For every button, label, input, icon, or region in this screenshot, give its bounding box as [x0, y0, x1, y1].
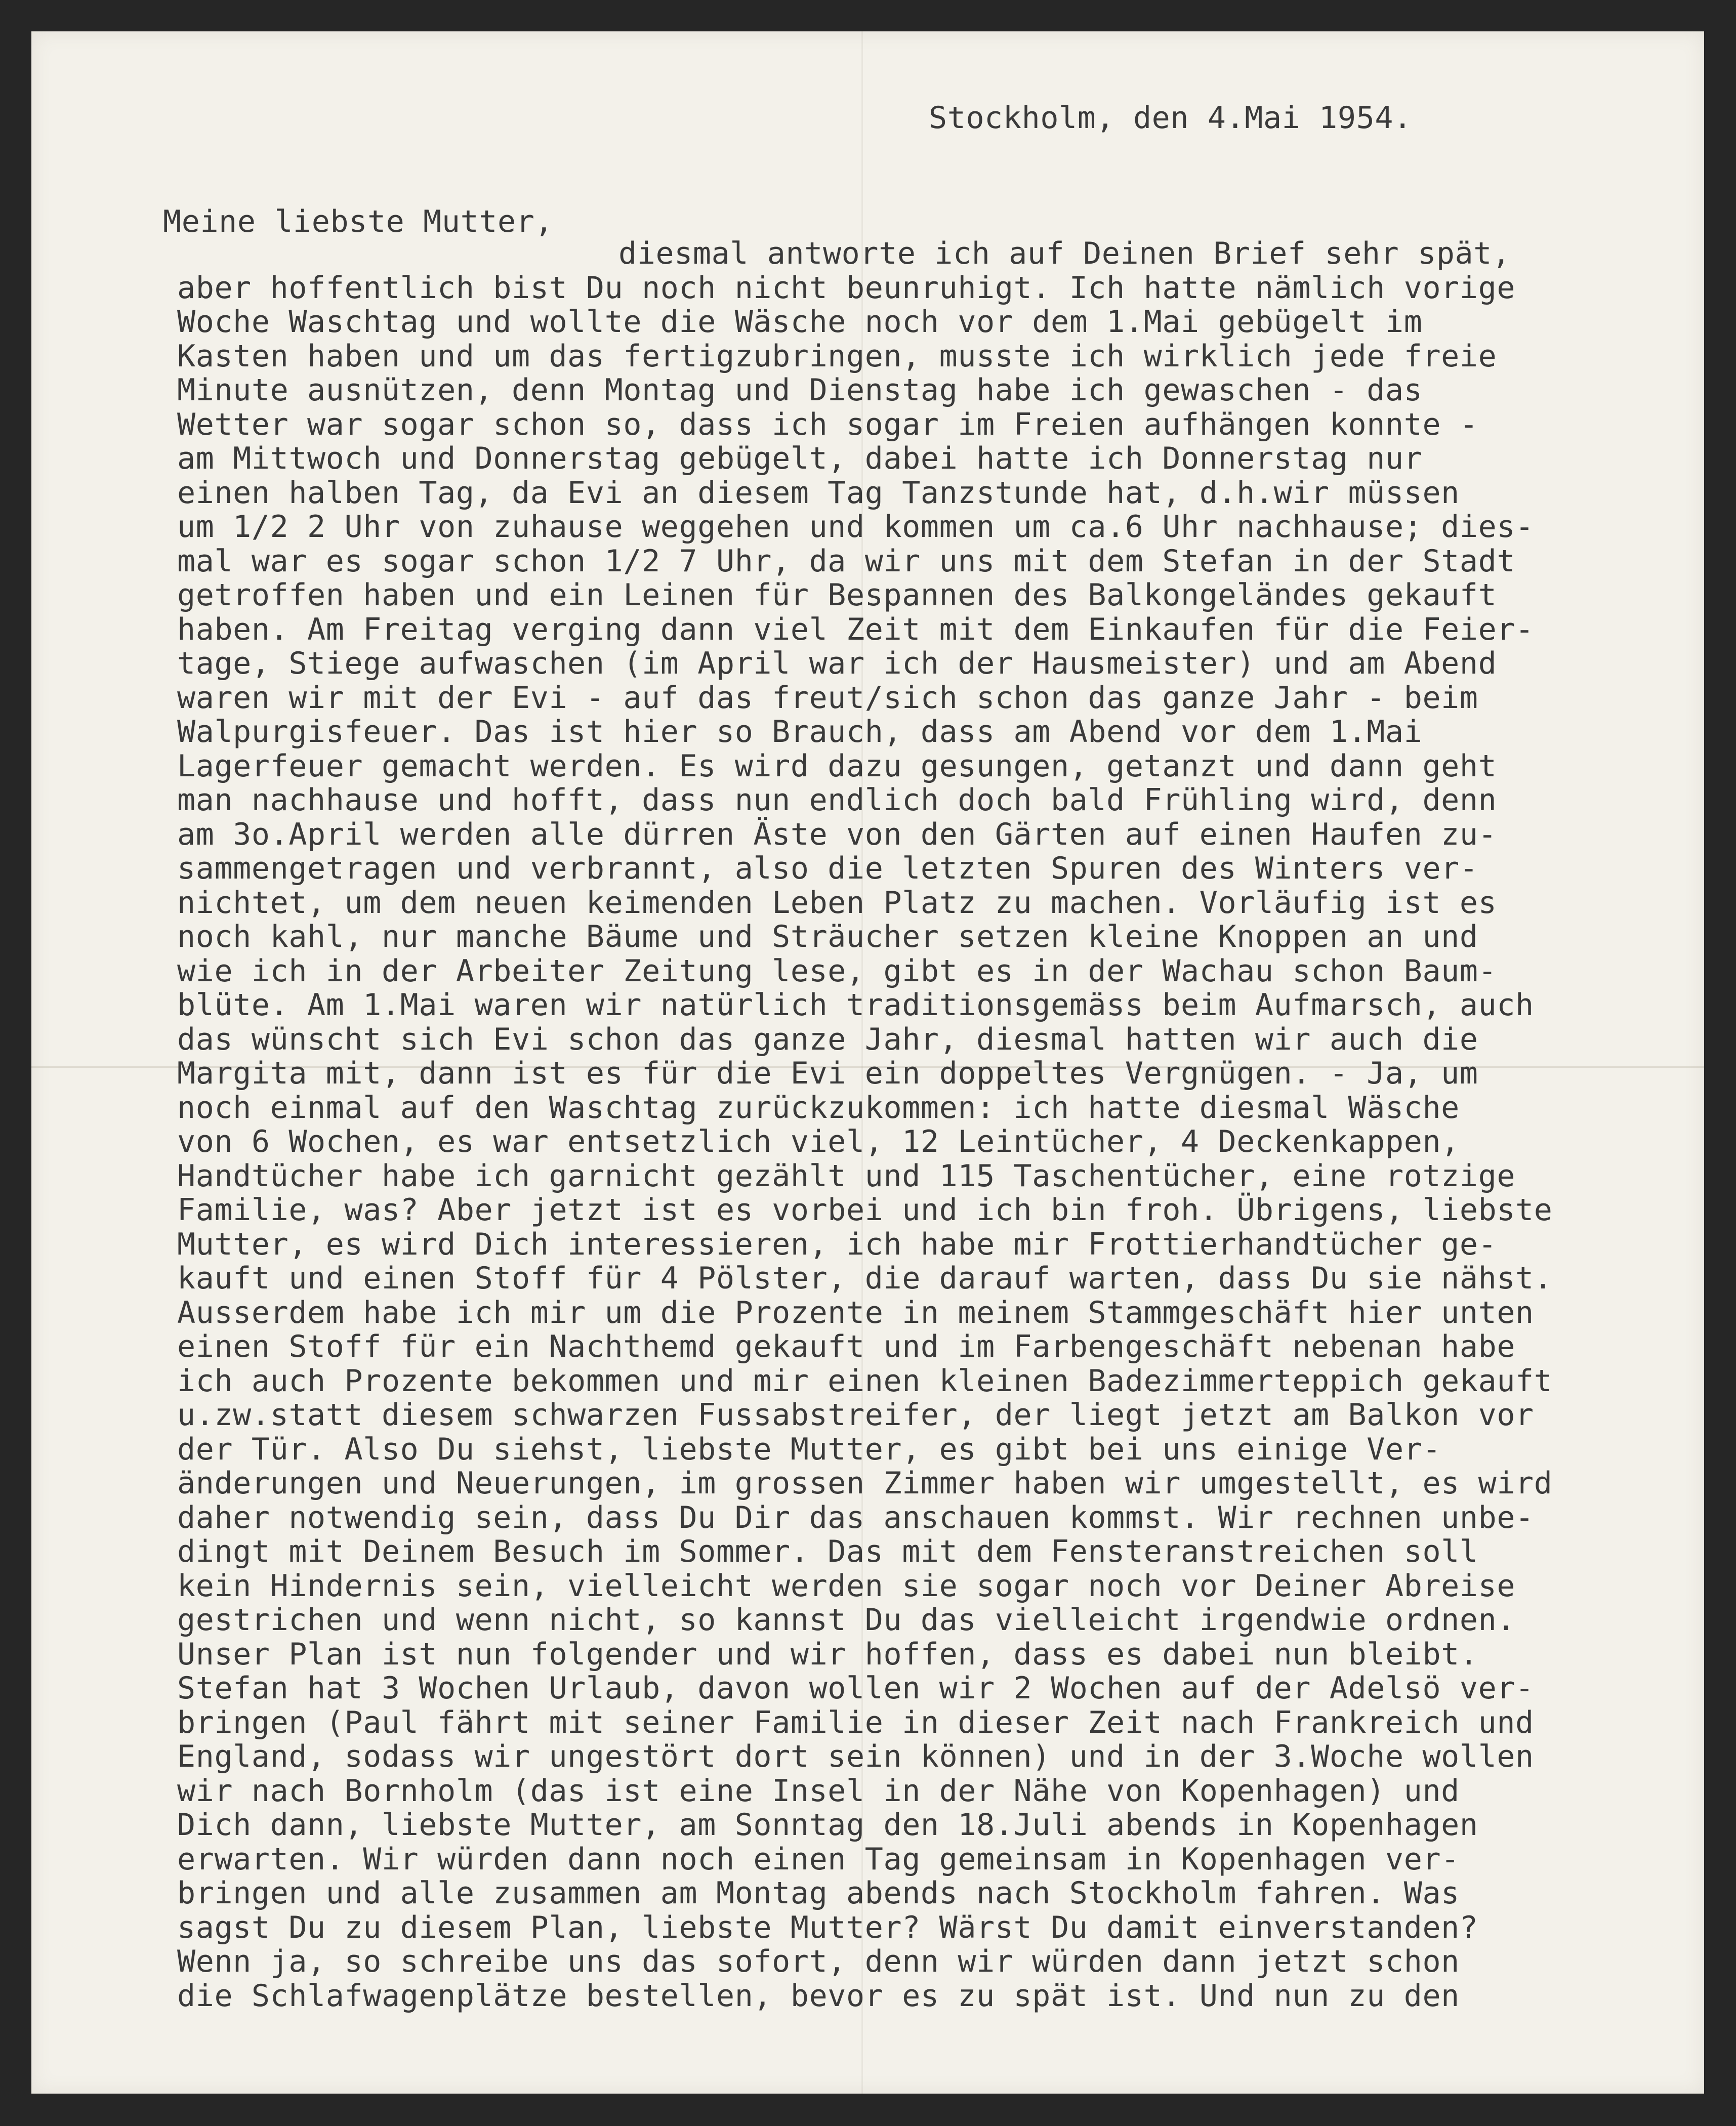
letter-line: Lagerfeuer gemacht werden. Es wird dazu gesungen, getanzt und dann geht [177, 748, 1497, 784]
letter-line: gestrichen und wenn nicht, so kannst Du das vielleicht irgendwie ordnen. [177, 1602, 1516, 1638]
letter-line: von 6 Wochen, es war entsetzlich viel, 12 Leintücher, 4 Deckenkappen, [177, 1124, 1460, 1159]
letter-line: Dich dann, liebste Mutter, am Sonntag den 18.Juli abends in Kopenhagen [177, 1807, 1478, 1843]
letter-body [177, 237, 1553, 2013]
letter-line: ich auch Prozente bekommen und mir einen kleinen Badezimmerteppich gekauft [177, 1363, 1553, 1399]
letter-line: Wetter war sogar schon so, dass ich sogar im Freien aufhängen konnte - [177, 406, 1478, 442]
letter-line: einen halben Tag, da Evi an diesem Tag Tanzstunde hat, d.h.wir müssen [177, 475, 1460, 511]
letter-line: nichtet, um dem neuen keimenden Leben Platz zu machen. Vorläufig ist es [177, 885, 1497, 921]
letter-salutation: Meine liebste Mutter, [163, 204, 554, 239]
letter-line: noch kahl, nur manche Bäume und Sträucher setzen kleine Knoppen an und [177, 919, 1478, 954]
letter-line: blüte. Am 1.Mai waren wir natürlich traditionsgemäss beim Aufmarsch, auch [177, 987, 1534, 1023]
letter-line: Minute ausnützen, denn Montag und Dienstag habe ich gewaschen - das [177, 372, 1423, 408]
letter-line: Margita mit, dann ist es für die Evi ein doppeltes Vergnügen. - Ja, um [177, 1056, 1478, 1091]
letter-line: mal war es sogar schon 1/2 7 Uhr, da wir uns mit dem Stefan in der Stadt [177, 543, 1516, 579]
letter-line: die Schlafwagenplätze bestellen, bevor es zu spät ist. Und nun zu den [177, 1978, 1460, 2014]
letter-line: bringen (Paul fährt mit seiner Familie in dieser Zeit nach Frankreich und [177, 1704, 1534, 1740]
letter-line: Stefan hat 3 Wochen Urlaub, davon wollen wir 2 Wochen auf der Adelsö ver- [177, 1671, 1534, 1706]
letter-line: Walpurgisfeuer. Das ist hier so Brauch, dass am Abend vor dem 1.Mai [177, 714, 1423, 749]
letter-line: am 3o.April werden alle dürren Äste von den Gärten auf einen Haufen zu- [177, 816, 1497, 852]
letter-line: das wünscht sich Evi schon das ganze Jahr, diesmal hatten wir auch die [177, 1021, 1478, 1057]
letter-line: Kasten haben und um das fertigzubringen, musste ich wirklich jede freie [177, 338, 1497, 374]
letter-line: sagst Du zu diesem Plan, liebste Mutter? Wärst Du damit einverstanden? [177, 1909, 1478, 1945]
letter-line: daher notwendig sein, dass Du Dir das anschauen kommst. Wir rechnen unbe- [177, 1499, 1534, 1535]
letter-line: Mutter, es wird Dich interessieren, ich habe mir Frottierhandtücher ge- [177, 1226, 1497, 1262]
letter-line: noch einmal auf den Waschtag zurückzukommen: ich hatte diesmal Wäsche [177, 1090, 1460, 1125]
letter-line: England, sodass wir ungestört dort sein können) und in der 3.Woche wollen [177, 1739, 1534, 1774]
letter-line: der Tür. Also Du siehst, liebste Mutter, es gibt bei uns einige Ver- [177, 1431, 1441, 1467]
letter-line: man nachhause und hofft, dass nun endlich doch bald Frühling wird, denn [177, 782, 1497, 818]
letter-line: wir nach Bornholm (das ist eine Insel in der Nähe von Kopenhagen) und [177, 1773, 1460, 1809]
letter-line: Wenn ja, so schreibe uns das sofort, denn wir würden dann jetzt schon [177, 1944, 1460, 1979]
letter-line: einen Stoff für ein Nachthemd gekauft und im Farbengeschäft nebenan habe [177, 1329, 1516, 1364]
letter-line: Handtücher habe ich garnicht gezählt und 115 Taschentücher, eine rotzige [177, 1158, 1516, 1194]
letter-date: Stockholm, den 4.Mai 1954. [929, 100, 1412, 136]
letter-line: Woche Waschtag und wollte die Wäsche noch vor dem 1.Mai gebügelt im [177, 304, 1423, 340]
letter-line: Unser Plan ist nun folgender und wir hoffen, dass es dabei nun bleibt. [177, 1636, 1478, 1672]
letter-line: diesmal antworte ich auf Deinen Brief sehr spät, [618, 236, 1511, 271]
letter-line: getroffen haben und ein Leinen für Bespannen des Balkongeländes gekauft [177, 577, 1497, 613]
letter-line: Ausserdem habe ich mir um die Prozente in meinem Stammgeschäft hier unten [177, 1295, 1534, 1330]
letter-line: erwarten. Wir würden dann noch einen Tag gemeinsam in Kopenhagen ver- [177, 1841, 1460, 1877]
letter-line: bringen und alle zusammen am Montag abends nach Stockholm fahren. Was [177, 1875, 1460, 1911]
letter-line: dingt mit Deinem Besuch im Sommer. Das mit dem Fensteranstreichen soll [177, 1534, 1478, 1569]
letter-line: kauft und einen Stoff für 4 Pölster, die darauf warten, dass Du sie nähst. [177, 1261, 1553, 1296]
letter-line: u.zw.statt diesem schwarzen Fussabstreifer, der liegt jetzt am Balkon vor [177, 1397, 1534, 1433]
letter-line: am Mittwoch und Donnerstag gebügelt, dabei hatte ich Donnerstag nur [177, 441, 1423, 476]
letter-line: aber hoffentlich bist Du noch nicht beunruhigt. Ich hatte nämlich vorige [177, 270, 1516, 306]
letter-line: waren wir mit der Evi - auf das freut/sich schon das ganze Jahr - beim [177, 680, 1478, 716]
letter-line: sammengetragen und verbrannt, also die letzten Spuren des Winters ver- [177, 851, 1478, 886]
letter-line: änderungen und Neuerungen, im grossen Zimmer haben wir umgestellt, es wird [177, 1466, 1553, 1501]
letter-line: um 1/2 2 Uhr von zuhause weggehen und kommen um ca.6 Uhr nachhause; dies- [177, 509, 1534, 545]
letter-line: kein Hindernis sein, vielleicht werden sie sogar noch vor Deiner Abreise [177, 1568, 1516, 1604]
letter-line: wie ich in der Arbeiter Zeitung lese, gibt es in der Wachau schon Baum- [177, 953, 1497, 989]
letter-line: tage, Stiege aufwaschen (im April war ich der Hausmeister) und am Abend [177, 646, 1497, 681]
letter-line: haben. Am Freitag verging dann viel Zeit mit dem Einkaufen für die Feier- [177, 611, 1534, 647]
letter-line: Familie, was? Aber jetzt ist es vorbei und ich bin froh. Übrigens, liebste [177, 1192, 1553, 1228]
